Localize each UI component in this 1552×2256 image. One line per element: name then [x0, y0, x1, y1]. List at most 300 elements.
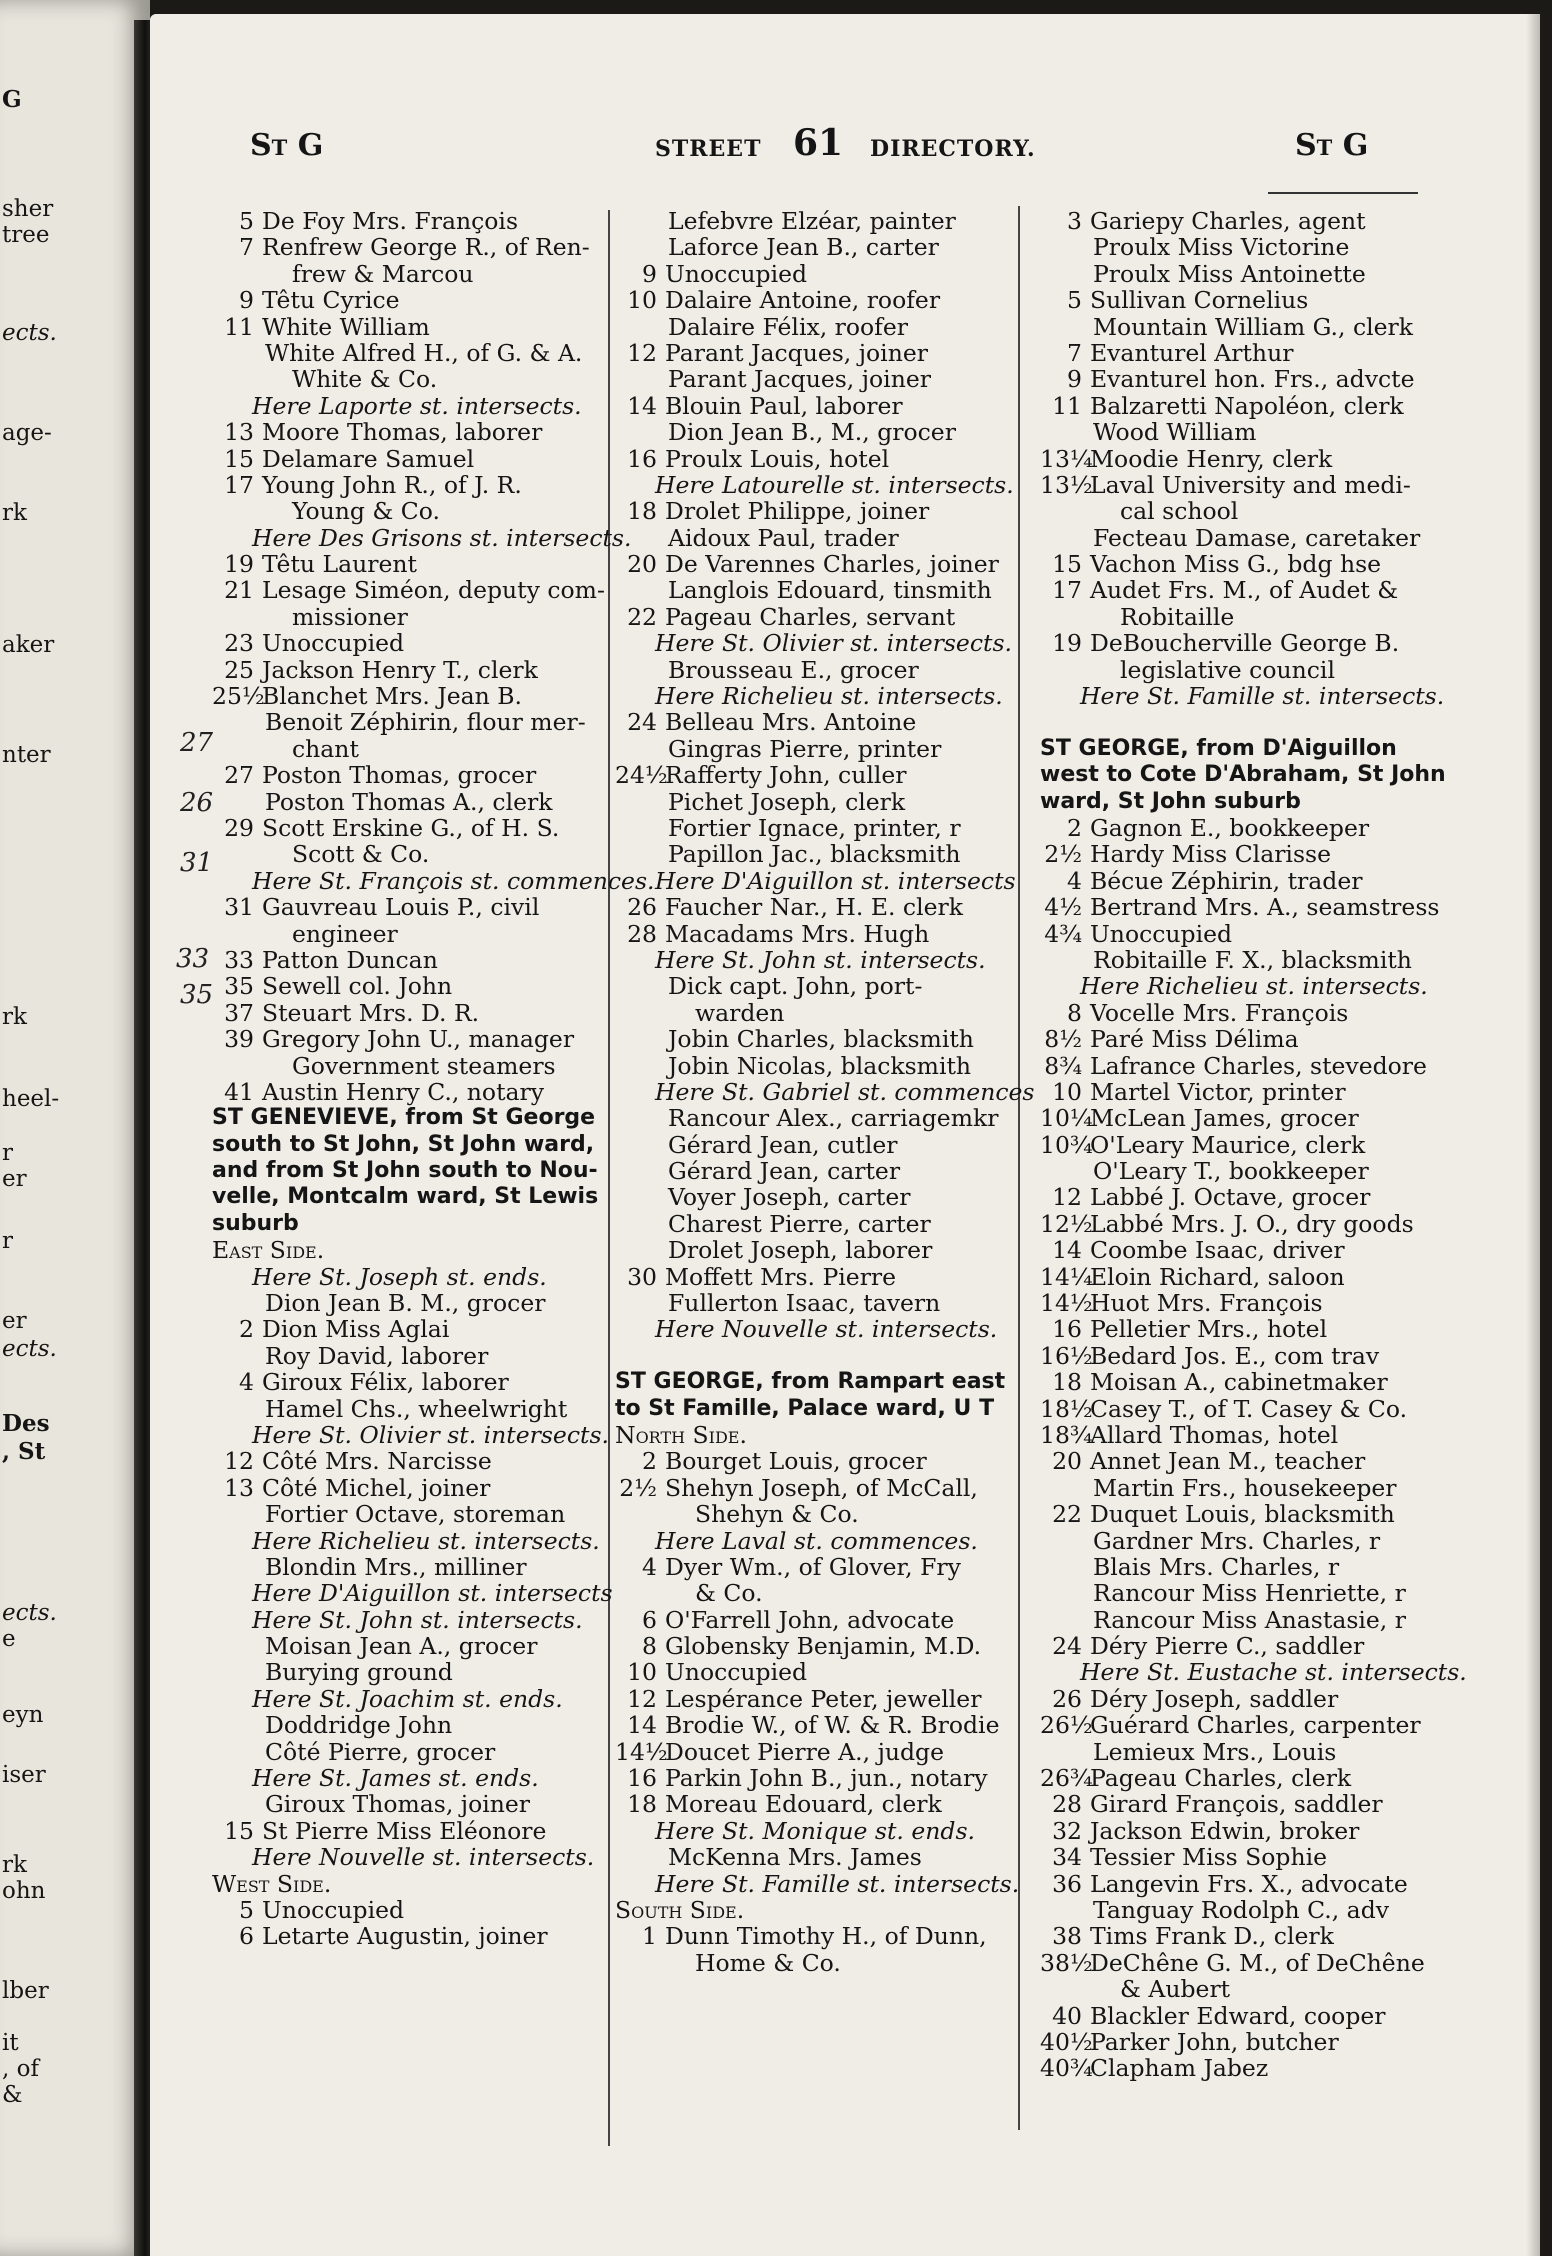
directory-entry — [1040, 841, 1525, 867]
entry-text: Lesage Siméon, deputy com- — [262, 576, 605, 605]
left-page-text: r — [2, 1228, 13, 1254]
directory-entry-continued: Dalaire Félix, roofer — [668, 312, 909, 341]
left-page-text: rk — [2, 1004, 27, 1030]
entry-text: Sewell col. John — [262, 972, 453, 1001]
directory-entry — [1040, 1026, 1525, 1052]
house-number: 17 — [1052, 576, 1082, 605]
entry-text: Renfrew George R., of Ren- — [262, 233, 590, 262]
entry-text: Belleau Mrs. Antoine — [665, 708, 917, 737]
house-number: 40½ — [1040, 2027, 1093, 2056]
directory-entry — [1040, 1264, 1525, 1290]
directory-entry — [1040, 1211, 1525, 1237]
house-number: 25 — [224, 655, 254, 684]
house-number: 16 — [627, 1764, 657, 1793]
house-number: 8½ — [1044, 1025, 1082, 1054]
directory-entry-continued: Lemieux Mrs., Louis — [1093, 1737, 1337, 1766]
entry-text: Bourget Louis, grocer — [665, 1447, 927, 1476]
directory-entry-continued: Jobin Charles, blacksmith — [668, 1025, 974, 1054]
entry-continuation: Young & Co. — [292, 497, 440, 526]
left-page-text: rk — [2, 500, 27, 526]
entry-text: Globensky Benjamin, M.D. — [665, 1632, 982, 1661]
entry-text: Jackson Henry T., clerk — [262, 655, 538, 684]
entry-text: Lafrance Charles, stevedore — [1090, 1051, 1427, 1080]
directory-entry — [1040, 815, 1525, 841]
directory-entry-continued: Gérard Jean, carter — [668, 1157, 901, 1186]
entry-text: Macadams Mrs. Hugh — [665, 919, 930, 948]
left-page-text: ohn — [2, 1878, 46, 1904]
directory-entry-continued: Fullerton Isaac, tavern — [668, 1289, 941, 1318]
directory-entry-continued: Rancour Alex., carriagemkr — [668, 1104, 999, 1133]
directory-entry — [1040, 1686, 1525, 1712]
directory-entry — [1040, 1765, 1525, 1791]
entry-text: Blanchet Mrs. Jean B. — [262, 682, 523, 711]
directory-entry — [1040, 208, 1525, 234]
entry-text: Vachon Miss G., bdg hse — [1090, 550, 1382, 579]
directory-entry — [1040, 1343, 1525, 1369]
entry-continuation: Robitaille — [1120, 602, 1235, 631]
left-page-text: er — [2, 1166, 27, 1192]
intersection-note: Here Richelieu st. intersects. — [252, 1526, 600, 1555]
handwritten-mark: 31 — [180, 848, 214, 878]
entry-text: Parker John, butcher — [1090, 2027, 1339, 2056]
entry-text: Dion Miss Aglai — [262, 1315, 450, 1344]
directory-entry-continued: O'Leary T., bookkeeper — [1093, 1157, 1369, 1186]
entry-text: Côté Mrs. Narcisse — [262, 1447, 492, 1476]
house-number: 21 — [224, 576, 254, 605]
house-number: 18 — [627, 497, 657, 526]
entry-text: Bedard Jos. E., com trav — [1090, 1341, 1380, 1370]
house-number: 41 — [224, 1077, 254, 1106]
directory-entry-continued: Tanguay Rodolph C., adv — [1093, 1896, 1390, 1924]
house-number: 7 — [239, 233, 254, 262]
left-page-text: age- — [2, 420, 52, 446]
directory-entry — [1040, 287, 1525, 313]
entry-text: McLean James, grocer — [1090, 1104, 1359, 1133]
directory-entry-continued: Brousseau E., grocer — [668, 655, 919, 684]
directory-entry — [1040, 1712, 1525, 1738]
directory-entry-continued: Roy David, laborer — [265, 1341, 489, 1370]
intersection-note: Here St. Famille st. intersects. — [1080, 682, 1445, 711]
entry-text: Bécue Zéphirin, trader — [1090, 866, 1363, 895]
house-number: 9 — [239, 286, 254, 315]
house-number: 23 — [224, 629, 254, 658]
intersection-note: Here St. Gabriel st. commences — [655, 1077, 1035, 1106]
house-number: 4¾ — [1044, 919, 1082, 948]
directory-entry — [1040, 1871, 1525, 1897]
entry-text: Tessier Miss Sophie — [1090, 1843, 1328, 1872]
entry-text: Têtu Laurent — [262, 550, 417, 579]
directory-entry — [1040, 1844, 1525, 1870]
house-number: 11 — [1052, 391, 1082, 420]
street-heading: ST GEORGE, from Rampart east — [615, 1369, 1006, 1395]
directory-entry-continued: McKenna Mrs. James — [668, 1843, 922, 1872]
directory-entry-continued: Gardner Mrs. Charles, r — [1093, 1526, 1381, 1555]
directory-entry-continued: Robitaille F. X., blacksmith — [1093, 945, 1412, 974]
house-number: 9 — [1067, 365, 1082, 394]
entry-text: Moreau Edouard, clerk — [665, 1790, 942, 1819]
house-number: 18 — [627, 1790, 657, 1819]
directory-entry-continued: Martin Frs., housekeeper — [1093, 1473, 1397, 1502]
entry-text: Steuart Mrs. D. R. — [262, 998, 480, 1027]
left-page-fragment — [0, 0, 150, 2256]
intersection-note: Here Richelieu st. intersects. — [655, 682, 1003, 711]
house-number: 3 — [1067, 207, 1082, 235]
directory-entry — [1040, 630, 1525, 656]
house-number: 10 — [627, 1658, 657, 1687]
left-page-text: tree — [2, 222, 50, 248]
left-page-text: iser — [2, 1762, 46, 1788]
intersection-note: Here Laval st. commences. — [655, 1526, 978, 1555]
intersection-note: Here St. François st. commences. — [252, 866, 655, 895]
house-number: 39 — [224, 1025, 254, 1054]
entry-text: Audet Frs. M., of Audet & — [1090, 576, 1399, 605]
directory-entry-continued: Lefebvre Elzéar, painter — [668, 207, 956, 235]
column-3 — [1040, 208, 1525, 2082]
directory-entry-continued: Côté Pierre, grocer — [265, 1737, 496, 1766]
left-page-text: Des — [2, 1410, 50, 1437]
entry-text: Gariepy Charles, agent — [1090, 207, 1366, 235]
directory-entry — [1040, 1818, 1525, 1844]
house-number: 19 — [1052, 629, 1082, 658]
house-number: 2½ — [619, 1473, 657, 1502]
house-number: 14½ — [615, 1737, 668, 1766]
running-head-directory: DIRECTORY. — [870, 136, 1036, 162]
house-number: 33 — [224, 945, 254, 974]
house-number: 20 — [1052, 1447, 1082, 1476]
house-number: 22 — [1052, 1500, 1082, 1529]
directory-entry — [1040, 1448, 1525, 1474]
house-number: 26½ — [1040, 1711, 1093, 1740]
handwritten-mark: 26 — [180, 788, 214, 818]
house-number: 14 — [627, 1711, 657, 1740]
entry-text: Coombe Isaac, driver — [1090, 1236, 1345, 1265]
entry-text: Delamare Samuel — [262, 444, 475, 473]
entry-text: Bertrand Mrs. A., seamstress — [1090, 893, 1440, 922]
street-heading: ST GENEVIEVE, from St George — [212, 1105, 596, 1131]
directory-entry-continued: Rancour Miss Anastasie, r — [1093, 1605, 1406, 1634]
entry-continuation: Shehyn & Co. — [695, 1500, 859, 1529]
house-number: 5 — [239, 1896, 254, 1924]
directory-entry-continued: Burying ground — [265, 1658, 453, 1687]
left-page-text: it — [2, 2030, 19, 2056]
intersection-note: Here D'Aiguillon st. intersects — [655, 866, 1016, 895]
house-number: 2 — [642, 1447, 657, 1476]
directory-entry-continued: Charest Pierre, carter — [668, 1209, 931, 1238]
entry-text: Duquet Louis, blacksmith — [1090, 1500, 1395, 1529]
entry-text: Unoccupied — [262, 629, 405, 658]
house-number: 1 — [642, 1922, 657, 1951]
directory-entry-continued: Jobin Nicolas, blacksmith — [668, 1051, 972, 1080]
directory-entry-continued: Papillon Jac., blacksmith — [668, 840, 961, 869]
entry-text: Gagnon E., bookkeeper — [1090, 813, 1370, 842]
left-page-text: aker — [2, 632, 55, 658]
intersection-note: Here St. Olivier st. intersects. — [655, 629, 1012, 658]
directory-entry — [1040, 393, 1525, 419]
intersection-note: Here St. James st. ends. — [252, 1764, 539, 1793]
directory-entry — [1040, 894, 1525, 920]
house-number: 16½ — [1040, 1341, 1093, 1370]
house-number: 16 — [627, 444, 657, 473]
intersection-note: Here St. John st. intersects. — [252, 1605, 583, 1634]
entry-text: Unoccupied — [665, 1658, 808, 1687]
directory-entry — [1040, 1053, 1525, 1079]
directory-entry — [1040, 1132, 1525, 1158]
entry-text: Paré Miss Délima — [1090, 1025, 1299, 1054]
house-number: 10 — [1052, 1077, 1082, 1106]
directory-entry-continued: Laforce Jean B., carter — [668, 233, 939, 262]
left-page-text: ects. — [2, 1336, 57, 1362]
entry-text: Eloin Richard, saloon — [1090, 1262, 1345, 1291]
entry-text: Gregory John U., manager — [262, 1025, 575, 1054]
entry-text: Blackler Edward, cooper — [1090, 2001, 1386, 2030]
street-heading: and from St John south to Nou- — [212, 1158, 598, 1184]
house-number: 25½ — [212, 682, 265, 711]
entry-text: O'Leary Maurice, clerk — [1090, 1130, 1366, 1159]
left-page-text: e — [2, 1626, 16, 1652]
entry-text: Déry Pierre C., saddler — [1090, 1632, 1365, 1661]
entry-text: Girard François, saddler — [1090, 1790, 1383, 1819]
entry-text: Langevin Frs. X., advocate — [1090, 1869, 1408, 1898]
entry-text: Têtu Cyrice — [262, 286, 400, 315]
directory-entry — [1040, 1237, 1525, 1263]
directory-entry-continued: Doddridge John — [265, 1711, 453, 1740]
entry-text: Sullivan Cornelius — [1090, 286, 1309, 315]
directory-entry — [1040, 551, 1525, 577]
entry-text: Dyer Wm., of Glover, Fry — [665, 1552, 961, 1581]
entry-text: Moodie Henry, clerk — [1090, 444, 1333, 473]
entry-text: Evanturel Arthur — [1090, 338, 1294, 367]
street-heading: south to St John, St John ward, — [212, 1131, 595, 1157]
house-number: 11 — [224, 312, 254, 341]
entry-continuation: Home & Co. — [695, 1948, 841, 1977]
house-number: 14½ — [1040, 1289, 1093, 1318]
house-number: 18½ — [1040, 1394, 1093, 1423]
directory-entry-continued: Gérard Jean, cutler — [668, 1130, 898, 1159]
house-number: 2 — [239, 1315, 254, 1344]
entry-text: Unoccupied — [262, 1896, 405, 1924]
entry-text: Evanturel hon. Frs., advcte — [1090, 365, 1415, 394]
left-page-text: sher — [2, 196, 54, 222]
entry-text: Dalaire Antoine, roofer — [665, 286, 941, 315]
entry-continuation: Scott & Co. — [292, 840, 430, 869]
directory-entry-continued: Mountain William G., clerk — [1093, 312, 1414, 341]
house-number: 26 — [1052, 1684, 1082, 1713]
house-number: 9 — [642, 259, 657, 288]
house-number: 4 — [642, 1552, 657, 1581]
directory-entry — [1040, 577, 1525, 603]
house-number: 28 — [627, 919, 657, 948]
house-number: 10¾ — [1040, 1130, 1093, 1159]
directory-entry-continued: Giroux Thomas, joiner — [265, 1790, 531, 1819]
entry-text: St Pierre Miss Eléonore — [262, 1816, 547, 1845]
house-number: 32 — [1052, 1816, 1082, 1845]
intersection-note: Here St. John st. intersects. — [655, 945, 986, 974]
entry-continuation: & Co. — [695, 1579, 763, 1608]
entry-text: Giroux Félix, laborer — [262, 1368, 509, 1397]
house-number: 36 — [1052, 1869, 1082, 1898]
directory-entry-continued: Langlois Edouard, tinsmith — [668, 576, 992, 605]
entry-text: Doucet Pierre A., judge — [665, 1737, 944, 1766]
directory-entry — [1040, 472, 1525, 498]
directory-entry — [1040, 1633, 1525, 1659]
entry-text: Pelletier Mrs., hotel — [1090, 1315, 1328, 1344]
house-number: 35 — [224, 972, 254, 1001]
left-page-text: lber — [2, 1978, 49, 2004]
intersection-note: Here St. Joachim st. ends. — [252, 1684, 563, 1713]
house-number: 6 — [642, 1605, 657, 1634]
directory-entry — [1040, 1422, 1525, 1448]
directory-entry-continued: Moisan Jean A., grocer — [265, 1632, 538, 1661]
entry-text: Parkin John B., jun., notary — [665, 1764, 988, 1793]
entry-text: Labbé J. Octave, grocer — [1090, 1183, 1371, 1212]
entry-text: Labbé Mrs. J. O., dry goods — [1090, 1209, 1414, 1238]
directory-entry-continued: Benoit Zéphirin, flour mer- — [265, 708, 586, 737]
entry-text: Déry Joseph, saddler — [1090, 1684, 1339, 1713]
house-number: 8 — [1067, 998, 1082, 1027]
directory-entry — [1040, 1923, 1525, 1949]
directory-entry-continued: Rancour Miss Henriette, r — [1093, 1579, 1406, 1608]
entry-text: Unoccupied — [665, 259, 808, 288]
left-page-text: r — [2, 1140, 13, 1166]
left-page-text: & — [2, 2082, 23, 2108]
directory-entry — [1040, 2029, 1525, 2055]
entry-text: Guérard Charles, carpenter — [1090, 1711, 1421, 1740]
directory-entry-continued: Aidoux Paul, trader — [668, 523, 899, 552]
entry-text: Clapham Jabez — [1090, 2054, 1269, 2083]
house-number: 15 — [1052, 550, 1082, 579]
directory-entry-continued: Fortier Ignace, printer, r — [668, 813, 961, 842]
entry-text: De Foy Mrs. François — [262, 207, 518, 235]
house-number: 7 — [1067, 338, 1082, 367]
left-page-text: nter — [2, 742, 51, 768]
entry-text: DeBoucherville George B. — [1090, 629, 1400, 658]
entry-text: Poston Thomas, grocer — [262, 761, 537, 790]
house-number: 29 — [224, 813, 254, 842]
entry-continuation: missioner — [292, 602, 408, 631]
entry-text: Rafferty John, culler — [665, 761, 907, 790]
entry-text: Dunn Timothy H., of Dunn, — [665, 1922, 987, 1951]
house-number: 2 — [1067, 813, 1082, 842]
house-number: 4 — [1067, 866, 1082, 895]
house-number: 38½ — [1040, 1948, 1093, 1977]
street-heading: velle, Montcalm ward, St Lewis — [212, 1184, 599, 1210]
entry-text: Letarte Augustin, joiner — [262, 1922, 548, 1951]
side-heading: South Side. — [615, 1896, 745, 1924]
entry-text: Moffett Mrs. Pierre — [665, 1262, 897, 1291]
intersection-note: Here Latourelle st. intersects. — [655, 470, 1014, 499]
house-number: 22 — [627, 602, 657, 631]
left-page-text: ects. — [2, 1600, 57, 1626]
entry-text: Huot Mrs. François — [1090, 1289, 1323, 1318]
directory-page — [150, 14, 1540, 2256]
entry-text: Laval University and medi- — [1090, 470, 1411, 499]
directory-entry-continued: Blondin Mrs., milliner — [265, 1552, 527, 1581]
intersection-note: Here St. Olivier st. intersects. — [252, 1420, 609, 1449]
left-page-text: ects. — [2, 320, 57, 346]
directory-entry-continued: Drolet Joseph, laborer — [668, 1236, 933, 1265]
house-number: 15 — [224, 444, 254, 473]
street-heading: west to Cote D'Abraham, St John — [1040, 762, 1446, 788]
spacer — [1040, 709, 1525, 735]
entry-text: Moisan A., cabinetmaker — [1090, 1368, 1388, 1397]
entry-continuation: cal school — [1120, 497, 1239, 526]
left-page-text: rk — [2, 1852, 27, 1878]
intersection-note: Here Laporte st. intersects. — [252, 391, 582, 420]
entry-text: Côté Michel, joiner — [262, 1473, 491, 1502]
intersection-note: Here St. Monique st. ends. — [655, 1816, 975, 1845]
directory-entry — [1040, 1105, 1525, 1131]
house-number: 17 — [224, 470, 254, 499]
house-number: 13 — [224, 1473, 254, 1502]
side-heading: West Side. — [212, 1869, 332, 1898]
entry-text: Allard Thomas, hotel — [1090, 1420, 1339, 1449]
entry-text: Blouin Paul, laborer — [665, 391, 903, 420]
house-number: 8¾ — [1044, 1051, 1082, 1080]
directory-entry-continued: Poston Thomas A., clerk — [265, 787, 553, 816]
left-page-text: , St — [2, 1438, 46, 1465]
house-number: 26¾ — [1040, 1764, 1093, 1793]
house-number: 12 — [1052, 1183, 1082, 1212]
directory-entry — [1040, 921, 1525, 947]
entry-text: Lespérance Peter, jeweller — [665, 1684, 982, 1713]
house-number: 34 — [1052, 1843, 1082, 1872]
house-number: 5 — [239, 207, 254, 235]
handwritten-mark: 33 — [176, 944, 210, 974]
entry-text: O'Farrell John, advocate — [665, 1605, 955, 1634]
entry-text: Balzaretti Napoléon, clerk — [1090, 391, 1404, 420]
entry-text: Hardy Miss Clarisse — [1090, 840, 1331, 869]
intersection-note: Here St. Famille st. intersects. — [655, 1869, 1020, 1898]
house-number: 10¼ — [1040, 1104, 1093, 1133]
house-number: 24 — [627, 708, 657, 737]
house-number: 14 — [627, 391, 657, 420]
house-number: 16 — [1052, 1315, 1082, 1344]
house-number: 4½ — [1044, 893, 1082, 922]
house-number: 15 — [224, 1816, 254, 1845]
running-head-street: STREET — [655, 136, 762, 162]
entry-text: Pageau Charles, servant — [665, 602, 956, 631]
intersection-note: Here Richelieu st. intersects. — [1080, 972, 1428, 1001]
entry-text: Patton Duncan — [262, 945, 438, 974]
entry-continuation: Government steamers — [292, 1051, 556, 1080]
entry-text: Annet Jean M., teacher — [1090, 1447, 1366, 1476]
entry-text: Young John R., of J. R. — [262, 470, 522, 499]
entry-continuation: engineer — [292, 919, 398, 948]
directory-entry-continued: Dick capt. John, port- — [668, 972, 923, 1001]
intersection-note: Here Des Grisons st. intersects. — [252, 523, 632, 552]
page-edge-shadow — [1526, 14, 1540, 2256]
street-heading: ST GEORGE, from D'Aiguillon — [1040, 735, 1397, 761]
directory-entry — [1040, 1396, 1525, 1422]
house-number: 38 — [1052, 1922, 1082, 1951]
directory-entry-continued: Pichet Joseph, clerk — [668, 787, 906, 816]
house-number: 30 — [627, 1262, 657, 1291]
header-rule — [1268, 192, 1418, 194]
intersection-note: Here St. Eustache st. intersects. — [1080, 1658, 1467, 1687]
left-page-text: er — [2, 1308, 27, 1334]
entry-text: Brodie W., of W. & R. Brodie — [665, 1711, 1000, 1740]
directory-entry-continued: Fortier Octave, storeman — [265, 1500, 566, 1529]
directory-entry — [1040, 1000, 1525, 1026]
house-number: 10 — [627, 286, 657, 315]
directory-entry-continued: Blais Mrs. Charles, r — [1093, 1552, 1340, 1581]
house-number: 18 — [1052, 1368, 1082, 1397]
entry-continuation: warden — [695, 998, 785, 1027]
house-number: 13½ — [1040, 470, 1093, 499]
running-head-right: St G — [1295, 128, 1369, 163]
street-heading: suburb — [212, 1210, 299, 1236]
intersection-note: Here St. Joseph st. ends. — [252, 1262, 547, 1291]
